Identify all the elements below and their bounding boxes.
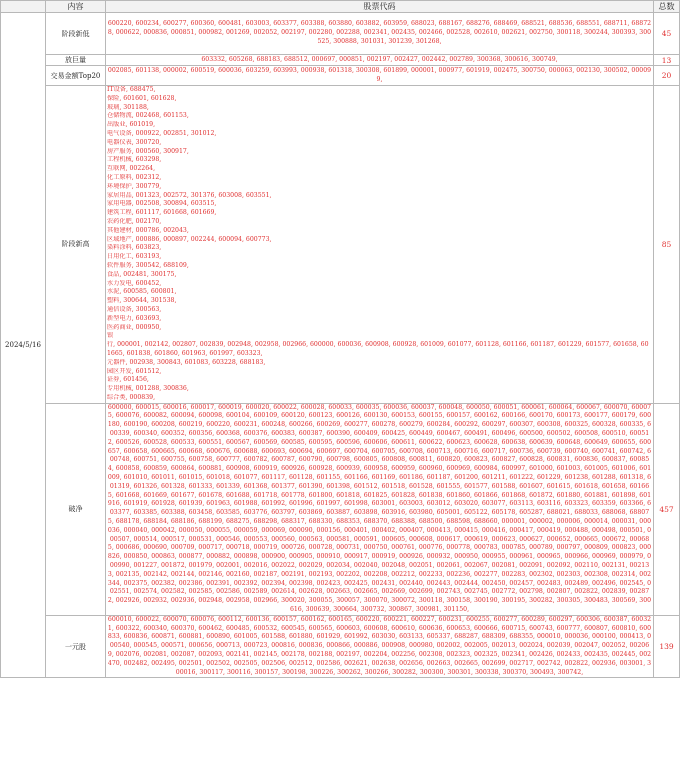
table-header-row xyxy=(1,1,680,13)
industry-line: 新型电力, 603693, xyxy=(107,314,162,322)
table-row xyxy=(1,13,680,55)
category-cell: 破净 xyxy=(46,403,106,615)
industry-line: 环境保护, 300779, xyxy=(107,182,162,190)
codes-cell: 600000, 600015, 600016, 600017, 600019, 600020, 600022, 600028, 600033, 600035, 600036, 600037, 600048, 600050, 600051, 600061, 600064, 600067, 600070, 600075, 600076, 600082, 600094, 600098, 600104, 600109, 600120, 600123, 600126, 600130, 600153, 600155, 600157, 600162, 600166, 600170, 600173, 600177, 600179, 600180, 600190, 600208, 600219, 600220, 600231, 600248, 600266, 600269, 600277, 600278, 600279, 600284, 600292, 600297, 600307, 600308, 600325, 600328, 600335, 600339, 600340, 600352, 600356, 600368, 600376, 600383, 600387, 600390, 600409, 600425, 600449, 600467, 600491, 600496, 600500, 600502, 600508, 600510, 600512, 600526, 600528, 600533, 600551, 600567, 600569, 600585, 600595, 600596, 600606, 600611, 600622, 600623, 600628, 600638, 600639, 600648, 600649, 600655, 600657, 600658, 600665, 600668, 600676, 600688, 600693, 600694, 600697, 600704, 600705, 600708, 600713, 600716, 600717, 600736, 600739, 600740, 600741, 600742, 600748, 600751, 600755, 600758, 600777, 600782, 600787, 600790, 600798, 600805, 600808, 600811, 600820, 600823, 600827, 600828, 600831, 600836, 600837, 600854, 600858, 600859, 600864, 600881, 600908, 600919, 600926, 600928, 600939, 600958, 600959, 600960, 600969, 600984, 600997, 601000, 601003, 601005, 601006, 601009, 601010, 601011, 601015, 601018, 601077, 601117, 601128, 601155, 601166, 601169, 601186, 601187, 601200, 601211, 601222, 601229, 601238, 601288, 601318, 601319, 601326, 601328, 601333, 601339, 601368, 601377, 601390, 601398, 601512, 601518, 601528, 601555, 601577, 601588, 601607, 601615, 601618, 601658, 601665, 601668, 601669, 601677, 601678, 601688, 601718, 601778, 601800, 601818, 601825, 601828, 601838, 601860, 601866, 601868, 601872, 601880, 601881, 601898, 601916, 601919, 601928, 601939, 601963, 601988, 601992, 601996, 601997, 601998, 603001, 603003, 603012, 603020, 603077, 603113, 603116, 603323, 603359, 603366, 603377, 603385, 603388, 603458, 603585, 603776, 603797, 603869, 603887, 603898, 603916, 603980, 605001, 605122, 605178, 605287, 688021, 688033, 688068, 688075, 688178, 688184, 688186, 688199, 688275, 688298, 688317, 688330, 688353, 688370, 688388, 688500, 688598, 688660, 000001, 000002, 000006, 000014, 000031, 000036, 000040, 000042, 000050, 000055, 000059, 000069, 000090, 000156, 000401, 000402, 000407, 000413, 000415, 000416, 000417, 000419, 000488, 000498, 000501, 000507, 000514, 000517, 000531, 000546, 000553, 000560, 000563, 000581, 000591, 000605, 000608, 000617, 000619, 000623, 000627, 000652, 000665, 000672, 000685, 000686, 000690, 000709, 000717, 000718, 000719, 000726, 000728, 000731, 000750, 000761, 000776, 000778, 000783, 000785, 000789, 000797, 000809, 000823, 000826, 000850, 000863, 000877, 000882, 000898, 000900, 000905, 000910, 000917, 000919, 000926, 000932, 000950, 000955, 000961, 000965, 000966, 000969, 000979, 000990, 001227, 001872, 001979, 002001, 002016, 002022, 002029, 002034, 002040, 002048, 002051, 002061, 002067, 002081, 002091, 002092, 002110, 002131, 002133, 002135, 002142, 002144, 002146, 002160, 002187, 002191, 002193, 002202, 002208, 002212, 002233, 002236, 002277, 002283, 002302, 002303, 002308, 002314, 002344, 002375, 002382, 002386, 002391, 002392, 002394, 002398, 002423, 002425, 002431, 002440, 002443, 002444, 002450, 002457, 002483, 002489, 002496, 002545, 002551, 002574, 002582, 002585, 002586, 002589, 002614, 002628, 002663, 002665, 002669, 002699, 002743, 002745, 002772, 002798, 002807, 002822, 002839, 002872, 002926, 002932, 002936, 002948, 002958, 002966, 300020, 300055, 300057, 300070, 300072, 300118, 300158, 300190, 300195, 300282, 300305, 300483, 300569, 300616, 300639, 300664, 300732, 300867, 300981, 301150, xyxy=(106,403,654,615)
total-cell: 45 xyxy=(654,13,680,55)
category-cell: 交易金额Top20 xyxy=(46,66,106,86)
industry-line: 综合类, 000839, xyxy=(107,393,156,401)
total-cell: 457 xyxy=(654,403,680,615)
industry-line: 染料涂料, 603823, xyxy=(107,244,162,252)
industry-line: 互联网, 002264, xyxy=(107,165,156,173)
header-total: 总数 xyxy=(654,1,680,13)
table-row xyxy=(1,55,680,66)
industry-line: 电气设备, 000922, 002851, 301012, xyxy=(107,129,217,137)
codes-cell: 002085, 601138, 000002, 600519, 600036, 603259, 603993, 000938, 601318, 300308, 601899, 000001, 000977, 601919, 002475, 300750, 000063, 002130, 300502, 000099, xyxy=(106,66,654,86)
codes-cell: 600220, 600234, 600277, 600360, 600481, 603003, 603377, 603388, 603880, 603882, 603959, 688023, 688167, 688276, 688469, 688521, 688536, 688551, 688711, 688728, 000622, 000836, 000851, 000982, 001269, 002052, 002197, 002280, 002288, 002341, 002435, 002466, 002528, 002610, 002621, 002750, 300118, 300244, 300393, 300525, 300888, 301031, 301239, 301268, xyxy=(106,13,654,55)
industry-line: 专用机械, 001288, 300836, xyxy=(107,385,189,393)
table-row xyxy=(1,615,680,678)
industry-line: 化工原料, 002312, xyxy=(107,173,162,181)
industry-line: 区域地产, 000886, 000897, 002244, 600094, 600773, xyxy=(107,235,272,243)
category-cell: 一元股 xyxy=(46,615,106,678)
industry-line: 行, 000001, 002142, 002807, 002839, 002948, 002958, 002966, 600000, 600036, 600908, 600928, 601009, 601077, 601128, 601166, 601187, 601229, 601577, 601658, 601665, 601838, 601860, 601963, 601997, 603323, xyxy=(107,341,649,357)
industry-line: 水泥, 600585, 600801, xyxy=(107,288,177,296)
industry-line: 塑料, 300644, 301538, xyxy=(107,297,177,305)
industry-line: 家居用品, 001323, 002572, 301376, 603008, 603551, xyxy=(107,191,272,199)
industry-line: 出版业, 601019, xyxy=(107,121,156,129)
header-content: 内容 xyxy=(46,1,106,13)
table-row xyxy=(1,66,680,86)
category-cell: 阶段新低 xyxy=(46,13,106,55)
industry-line: 证券, 601456, xyxy=(107,376,149,384)
industry-line: 农药化肥, 002170, xyxy=(107,217,162,225)
table-row xyxy=(1,403,680,615)
industry-line: 银 xyxy=(107,332,114,340)
total-cell: 85 xyxy=(654,86,680,404)
industry-line: 保险, 601601, 601628, xyxy=(107,94,177,102)
category-cell: 放巨量 xyxy=(46,55,106,66)
header-codes: 股票代码 xyxy=(106,1,654,13)
codes-cell: 600010, 600022, 600070, 600076, 600112, 600136, 600157, 600162, 600165, 600220, 600221, 600227, 600231, 600255, 600277, 600289, 600297, 600306, 600387, 600321, 600322, 600340, 600370, 600462, 600485, 600532, 600545, 600565, 600603, 600608, 600610, 600636, 600653, 600666, 600715, 600743, 600777, 600807, 600810, 600833, 600836, 600871, 600881, 600890, 601005, 601588, 601880, 601929, 601992, 603030, 603133, 605337, 688287, 688309, 688355, 000010, 000036, 000100, 000413, 000540, 000545, 000571, 000656, 000713, 000723, 000816, 000836, 000866, 000886, 000908, 000980, 002002, 002005, 002013, 002024, 002039, 002047, 002052, 002069, 002076, 002081, 002087, 002093, 002141, 002145, 002178, 002188, 002197, 002204, 002256, 002308, 002323, 002325, 002341, 002426, 002433, 002435, 002445, 002470, 002482, 002495, 002501, 002502, 002505, 002506, 002512, 002586, 002621, 002638, 002656, 002663, 002665, 002699, 002717, 002742, 002822, 002936, 003001, 300016, 300117, 300116, 300157, 300198, 300226, 300262, 300266, 300282, 300300, 300301, 300338, 300370, 300493, 300742, xyxy=(106,615,654,678)
table-row xyxy=(1,86,680,404)
industry-line: 家用电器, 002508, 300894, 603515, xyxy=(107,200,217,208)
total-cell: 139 xyxy=(654,615,680,678)
industry-line: 电器仪表, 300720, xyxy=(107,138,162,146)
total-cell: 20 xyxy=(654,66,680,86)
industry-line: 其他建材, 000786, 002043, xyxy=(107,226,189,234)
industry-line: 日用化工, 603193, xyxy=(107,253,162,261)
date-cell: 2024/5/16 xyxy=(1,13,46,678)
industry-line: 食品, 002481, 300175, xyxy=(107,270,177,278)
category-cell: 阶段新高 xyxy=(46,86,106,404)
industry-line: 工程机械, 603298, xyxy=(107,156,162,164)
industry-line: 园区开发, 601512, xyxy=(107,367,162,375)
industry-line: 医药商业, 000950, xyxy=(107,323,162,331)
codes-cell xyxy=(106,86,654,404)
industry-line: 仓储物流, 002468, 601153, xyxy=(107,112,189,120)
industry-line: 软件服务, 300542, 688109, xyxy=(107,261,189,269)
codes-cell: 603332, 605268, 688183, 688512, 000697, 000851, 002197, 002427, 002442, 002789, 300368, 300616, 300749, xyxy=(106,55,654,66)
total-cell: 13 xyxy=(654,55,680,66)
industry-line: 元器件, 002938, 300843, 601083, 603228, 688183, xyxy=(107,358,266,366)
industry-line: 通信设备, 300563, xyxy=(107,305,162,313)
industry-line: 建筑工程, 601117, 601668, 601669, xyxy=(107,209,217,217)
industry-line: 房产服务, 000560, 300917, xyxy=(107,147,189,155)
industry-line: 玻璃, 301188, xyxy=(107,103,149,111)
industry-line: 水力发电, 600452, xyxy=(107,279,162,287)
header-date xyxy=(1,1,46,13)
industry-line: IT设备, 688475, xyxy=(107,86,156,93)
